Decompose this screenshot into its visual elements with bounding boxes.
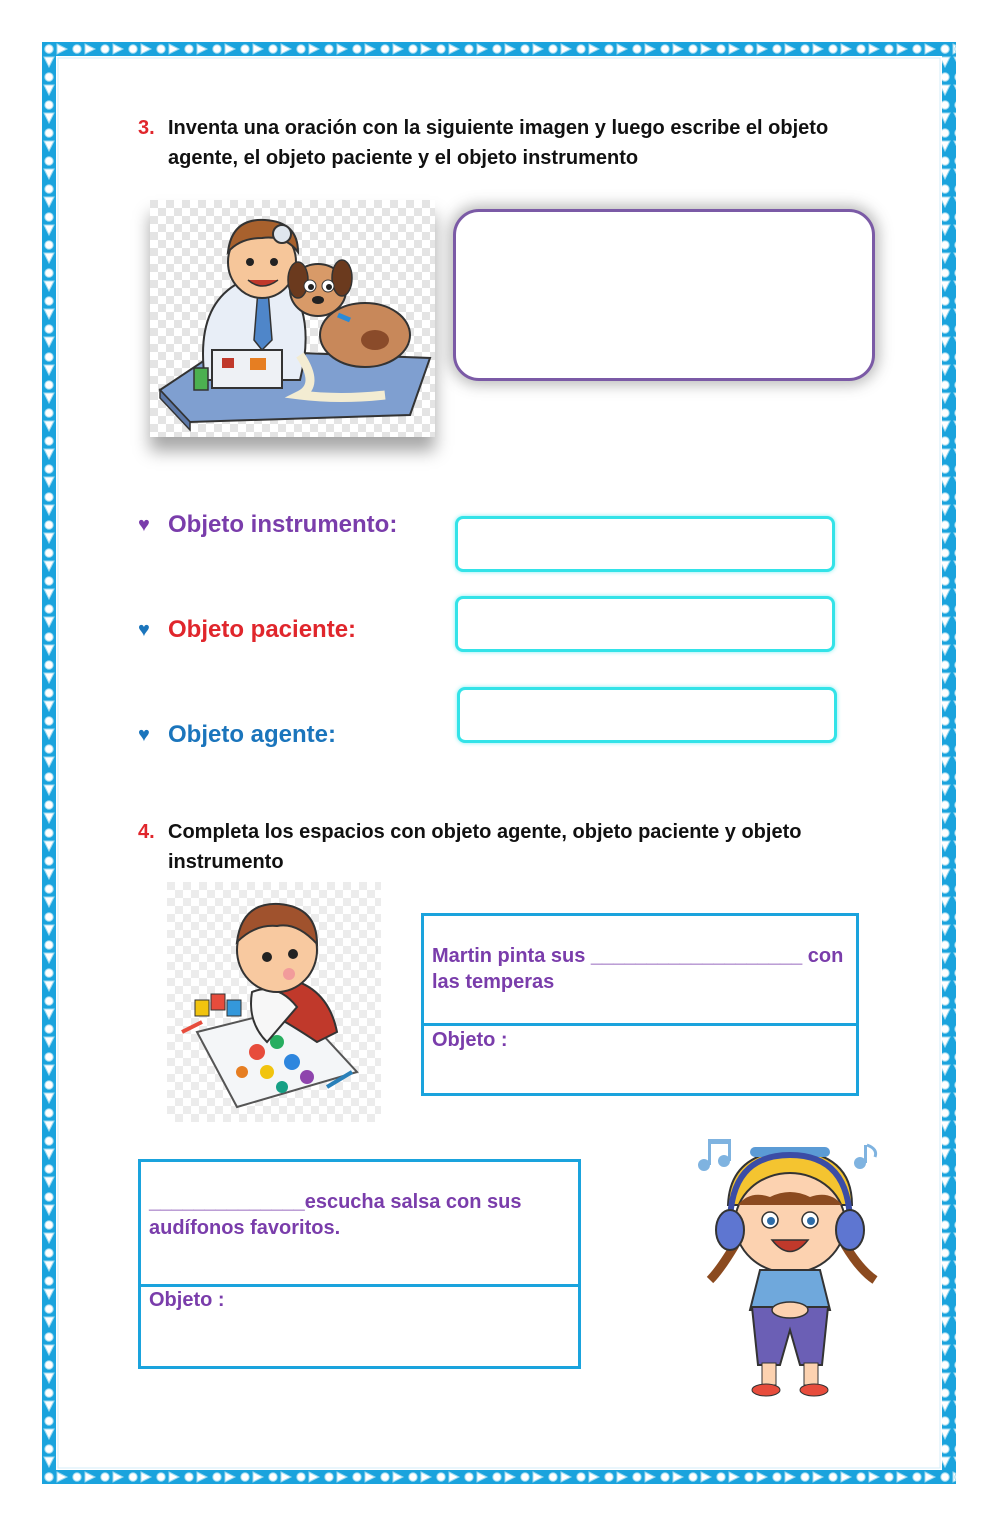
label-agent xyxy=(138,720,337,750)
label-patient xyxy=(138,615,357,645)
question-text: Completa los espacios con objeto agente, objeto paciente y objeto instrumento xyxy=(168,821,802,873)
instrument-answer-field[interactable] xyxy=(455,516,835,572)
question-number: 4. xyxy=(138,821,155,843)
sentence-table-2 xyxy=(138,1159,581,1369)
heart-bullet-icon: ♥ xyxy=(138,514,150,536)
sentence-answer-box[interactable] xyxy=(453,209,875,381)
object-label: Objeto : xyxy=(432,1029,508,1051)
question-text: Inventa una oración con la siguiente imagen y luego escribe el objeto agente, el objeto paciente y el objeto instrumento xyxy=(168,117,829,169)
question-number: 3. xyxy=(138,117,155,139)
girl-headphones-illustration xyxy=(690,1135,890,1405)
label-instrument xyxy=(138,510,398,540)
patient-answer-field[interactable] xyxy=(455,596,835,652)
label-instrument-text: Objeto instrumento: xyxy=(168,511,398,538)
label-patient-text: Objeto paciente: xyxy=(168,616,357,643)
heart-bullet-icon: ♥ xyxy=(138,619,150,641)
vet-illustration xyxy=(150,200,435,437)
sentence-table-1 xyxy=(421,913,859,1096)
object-label: Objeto : xyxy=(149,1289,225,1311)
boy-painting-illustration xyxy=(167,882,381,1122)
sentence-text: Martin pinta sus ___________________ con las temperas xyxy=(432,945,844,993)
question-3-heading xyxy=(138,113,888,173)
agent-answer-field[interactable] xyxy=(457,687,837,743)
question-4-heading xyxy=(138,817,888,877)
heart-bullet-icon: ♥ xyxy=(138,724,150,746)
label-agent-text: Objeto agente: xyxy=(168,721,337,748)
sentence-text: ______________escucha salsa con sus audífonos favoritos. xyxy=(149,1191,522,1239)
